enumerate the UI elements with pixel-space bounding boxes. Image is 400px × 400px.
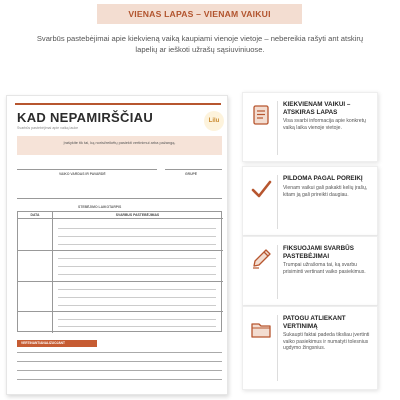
checkmark-icon [250,178,272,200]
name-field-label: VAIKO VARDAS IR PAVARDĖ [59,172,106,176]
sheet-subtitle: Svarbūs pastebėjimai apie vaiką lauke [17,126,79,130]
writing-line [58,297,216,298]
card-divider [277,175,278,229]
writing-line [58,236,216,237]
column-header-date: DATA [18,212,52,219]
notes-line [17,379,222,380]
document-icon [250,104,272,126]
card-divider [277,245,278,299]
feature-text: Visa svarbi informacija apie konkretų vaiką laika vienoje vietoje. [283,118,366,131]
table-row-divider [18,250,223,251]
writing-line [58,228,216,229]
intro-text: Svarbūs pastebėjimai apie kiekvieną vaiką kaupiami vienoje vietoje – nebereikia rašyti ant atskirų lapelių ar ieškoti užrašų sąsiuviniuose. [36,34,364,54]
feature-title: PATOGU ATLIEKANT VERTINIMĄ [283,315,346,330]
notes-line [17,352,222,353]
feature-card-assessment [242,306,378,390]
column-divider [52,212,53,333]
feature-card-as-needed [242,166,378,236]
feature-card-observations [242,236,378,306]
table-row-divider [18,311,223,312]
card-divider [277,315,278,381]
writing-line [58,266,216,267]
writing-line [58,289,216,290]
period-label: STEBĖJIMO LAIKOTARPIS [78,205,122,209]
observation-table [17,211,222,332]
worksheet-preview [6,95,228,395]
feature-text: Vienam vaikui gali pakakti kelių įrašų, kitam ją gali prireikti daugiau. [283,185,368,198]
pencil-icon [250,248,272,270]
feature-title: KIEKVIENAM VAIKUI – ATSKIRAS LAPAS [283,101,351,116]
table-row-divider [18,281,223,282]
feature-card-separate-sheet [242,92,378,162]
feature-title: PILDOMA PAGAL POREIKĮ [283,175,363,182]
column-header-observation: SVARBUS PASTEBĖJIMAS [52,212,223,219]
writing-line [58,305,216,306]
writing-line [58,258,216,259]
writing-line [58,244,216,245]
notes-line [17,370,222,371]
writing-line [58,326,216,327]
sheet-title: KAD NEPAMIRŠČIAU [17,110,154,125]
feature-title: FIKSUOJAMI SVARBŪS PASTEBĖJIMAI [283,245,354,260]
notes-line [17,361,222,362]
folder-icon [250,318,272,340]
feature-text: Trumpai užrašoma tai, ką svarbu prisiminti vertinant vaiko pasiekimus. [283,262,366,275]
group-field-line [165,169,222,170]
assessment-label: VERTINANT/ANALIZUOJANT [17,340,97,347]
name-field-line [17,169,157,170]
feature-text: Sukaupti faktai padeda tiksliau įvertinti vaiko pasiekimus ir numatyti tolesnius ugdymo žingsnius. [283,332,370,352]
writing-line [58,319,216,320]
sheet-top-rule [15,103,221,105]
section-banner: VIENAS LAPAS – VIENAM VAIKUI [97,4,302,24]
group-field-label: GRUPĖ [185,172,198,176]
card-divider [277,101,278,155]
date-field-line [17,198,222,199]
writing-line [58,274,216,275]
sheet-note: Įrašykite tik tai, ką norisi/reikėtų pasiekti vertinimui arba pažangą. [17,136,222,155]
brand-logo: Lilu [204,111,224,131]
